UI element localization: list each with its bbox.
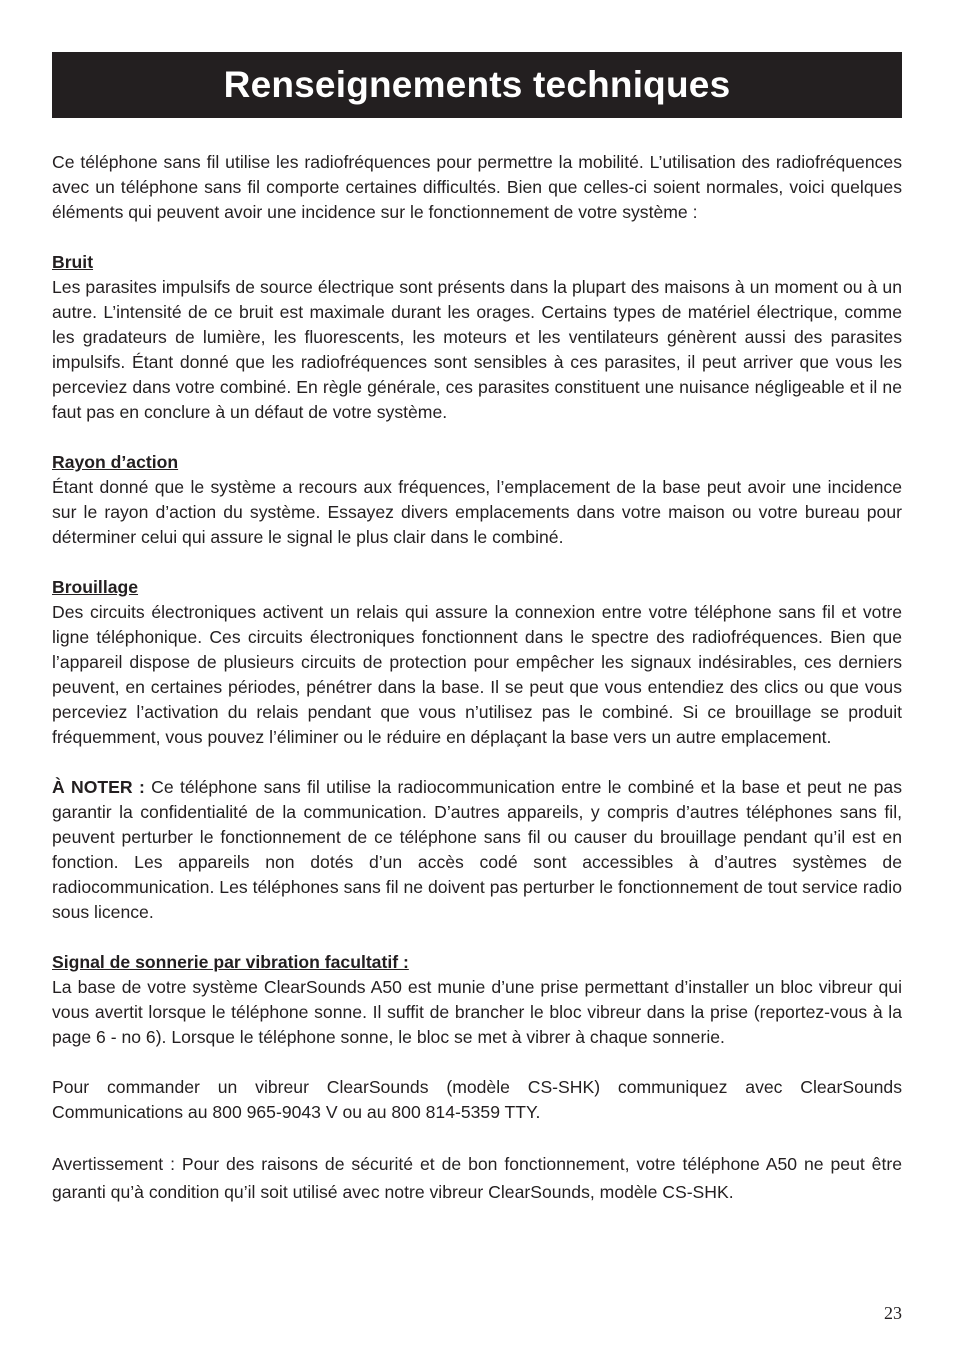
note-text: Ce téléphone sans fil utilise la radiocommunication entre le combiné et la base et peut ne pas garantir la confidentialité de la communication. D’autres appareils, y compris d’autres téléphones sans fil, peuvent perturber le fonctionnement de ce téléphone sans fil ou causer du brouillage pendant qu’il est en fonction. Les appareils non dotés d’un accès codé sont accessibles à d’autres systèmes de radiocommunication. Les téléphones sans fil ne doivent pas perturber le fonctionnement de tout service radio sous licence. — [52, 777, 902, 922]
page-number: 23 — [884, 1303, 902, 1323]
note-paragraph — [52, 775, 902, 925]
section-heading: Brouillage — [52, 577, 139, 597]
note-label: À NOTER : — [52, 777, 145, 797]
section-text: Des circuits électroniques activent un relais qui assure la connexion entre votre téléphone sans fil et votre ligne téléphonique. Ces circuits électroniques fonctionnent dans le spectre des radiofréquences. Bien que l’appareil dispose de plusieurs circuits de protection pour empêcher les signaux indésirables, ces derniers peuvent, en certaines périodes, pénétrer dans la base. Il se peut que vous entendiez des clics ou que vous perceviez l’activation du relais pendant que vous n’utilisez pas le combiné. Si ce brouillage se produit fréquemment, vous pouvez l’éliminer ou le réduire en déplaçant la base vers un autre emplacement. — [52, 602, 902, 747]
title-bar — [52, 52, 902, 118]
order-paragraph: Pour commander un vibreur ClearSounds (modèle CS-SHK) communiquez avec ClearSounds Communications au 800 965-9043 V ou au 800 814-5359 TTY. — [52, 1077, 902, 1122]
section-text: Étant donné que le système a recours aux fréquences, l’emplacement de la base peut avoir une incidence sur le rayon d’action du système. Essayez divers emplacements dans votre maison ou votre bureau pour déterminer celui qui assure le signal le plus clair dans le combiné. — [52, 477, 902, 547]
section-heading: Signal de sonnerie par vibration facultatif : — [52, 952, 409, 972]
warning-paragraph: Avertissement : Pour des raisons de sécurité et de bon fonctionnement, votre téléphone A50 ne peut être garanti qu’à condition qu’il soit utilisé avec notre vibreur ClearSounds, modèle CS-SHK. — [52, 1154, 902, 1202]
section-heading: Rayon d’action — [52, 452, 179, 472]
section-vibration — [52, 950, 902, 1050]
section-text: La base de votre système ClearSounds A50 est munie d’une prise permettant d’installer un bloc vibreur qui vous avertit lorsque le téléphone sonne. Il suffit de brancher le bloc vibreur dans la prise (reportez-vous à la page 6 - no 6). Lorsque le téléphone sonne, le bloc se met à vibrer à chaque sonnerie. — [52, 977, 902, 1047]
section-heading: Bruit — [52, 252, 94, 272]
page-title: Renseignements techniques — [223, 64, 731, 105]
section-rayon — [52, 450, 902, 550]
section-brouillage — [52, 575, 902, 750]
content — [52, 150, 902, 1206]
section-text: Les parasites impulsifs de source électrique sont présents dans la plupart des maisons à un moment ou à un autre. L’intensité de ce bruit est maximale durant les orages. Certains types de matériel électrique, comme les gradateurs de lumière, les fluorescents, les moteurs et les ventilateurs génèrent aussi des parasites impulsifs. Étant donné que les radiofréquences sont sensibles à ces parasites, il peut arriver que vous les perceviez dans votre combiné. En règle générale, ces parasites constituent une nuisance négligeable et il ne faut pas en conclure à un défaut de votre système. — [52, 277, 902, 422]
section-bruit — [52, 250, 902, 425]
intro-paragraph: Ce téléphone sans fil utilise les radiofréquences pour permettre la mobilité. L’utilisation des radiofréquences avec un téléphone sans fil comporte certaines difficultés. Bien que celles-ci soient normales, voici quelques éléments qui peuvent avoir une incidence sur le fonctionnement de votre système : — [52, 152, 902, 222]
page — [52, 52, 902, 1206]
